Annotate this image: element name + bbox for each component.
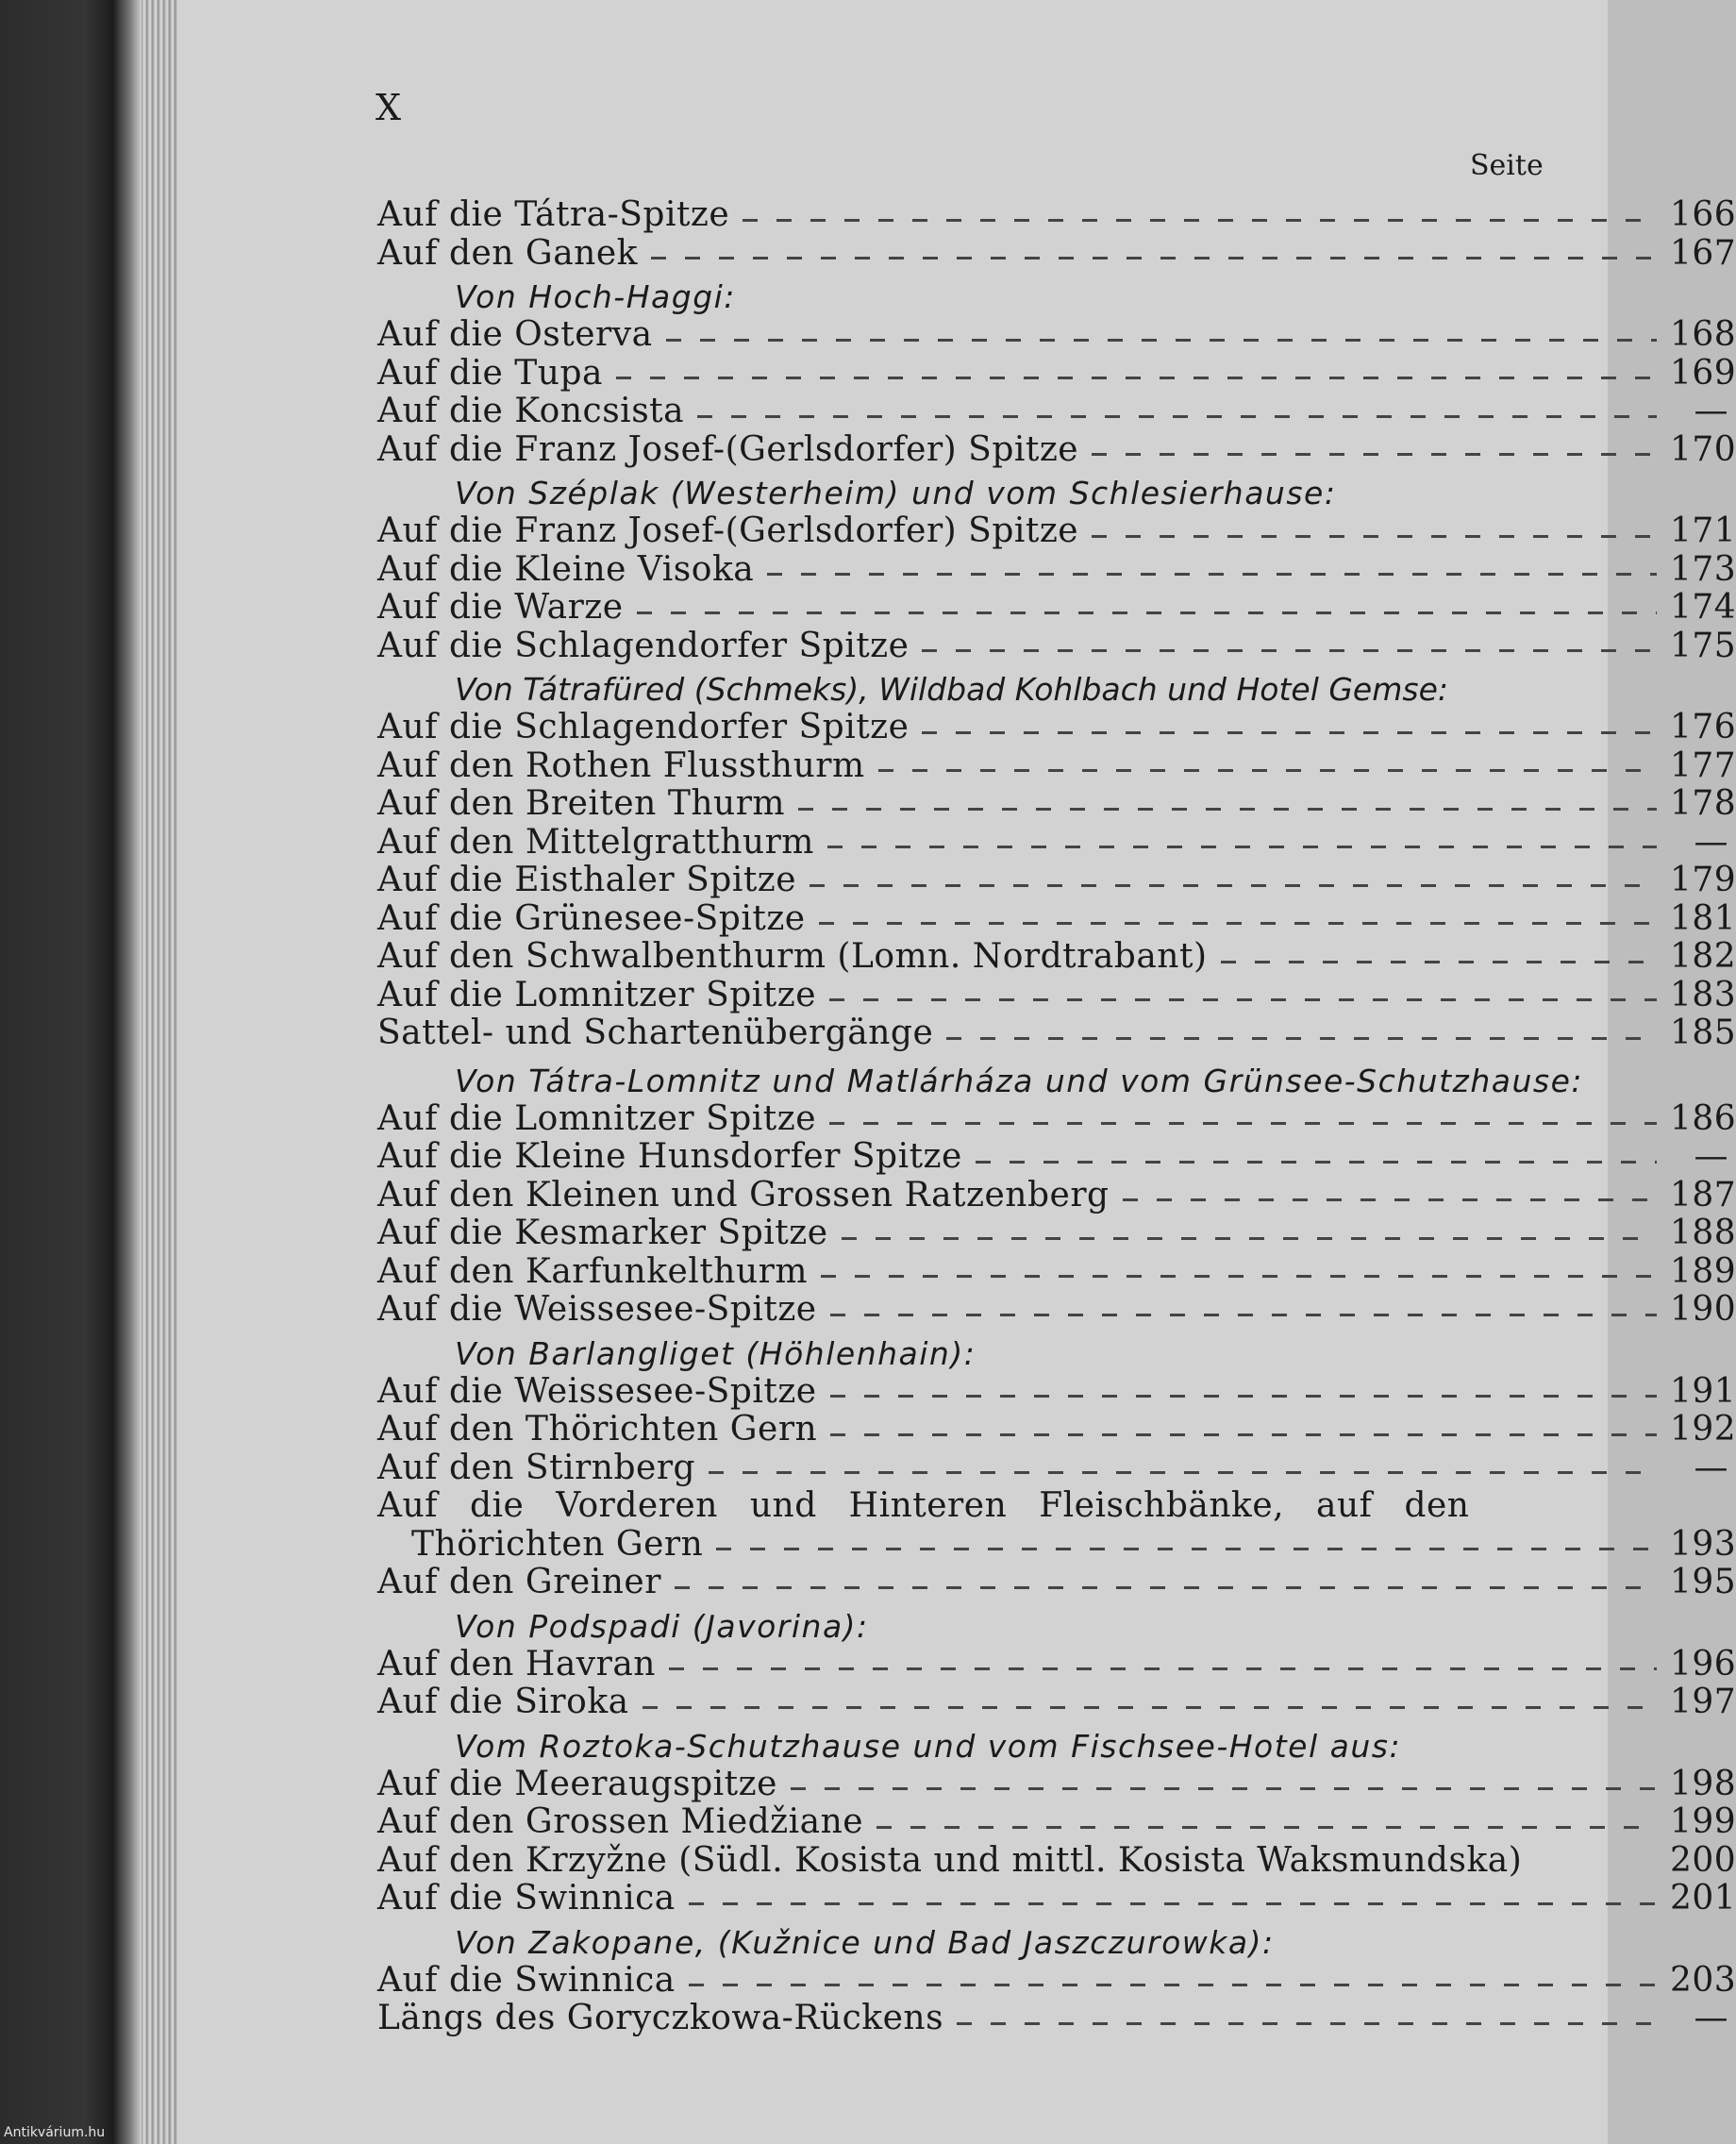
dot-leader: [957, 2022, 1657, 2025]
toc-entry: [377, 429, 1736, 470]
dot-leader: [827, 846, 1657, 848]
section-heading: Vom Roztoka-Schutzhause und vom Fischsee-Hotel aus:: [455, 1727, 1402, 1765]
toc-entry-title: Auf die Lomnitzer Spitze: [377, 975, 817, 1014]
toc-entry: [377, 1644, 1736, 1684]
toc-entry: [377, 708, 1736, 747]
toc-entry-title: Auf den Karfunkelthurm: [377, 1251, 809, 1291]
dot-leader: [767, 573, 1657, 576]
book-spine: [0, 0, 142, 2144]
dot-leader: [830, 1314, 1657, 1316]
toc-entry: [377, 315, 1736, 355]
toc-entry: [377, 1683, 1736, 1722]
toc-entry: [377, 1013, 1736, 1053]
toc-entry-title: Auf den Grossen Miedžiane: [377, 1802, 864, 1841]
dot-leader: [829, 1122, 1657, 1125]
toc-entry-title: Thörichten Gern: [411, 1524, 704, 1564]
toc-entry-page: 191: [1670, 1371, 1736, 1411]
toc-entry-page: 169: [1670, 353, 1736, 393]
dot-leader: [830, 1433, 1657, 1436]
dot-leader: [616, 377, 1657, 379]
toc-entry-page: 200: [1670, 1840, 1736, 1880]
toc-entry-page: 196: [1670, 1644, 1736, 1683]
toc-entry: [377, 511, 1736, 551]
toc-entry: [377, 1524, 1736, 1565]
toc-entry-title: Auf den Breiten Thurm: [377, 784, 786, 823]
toc-entry-page: 170: [1670, 429, 1736, 469]
section-heading: Von Barlangliget (Höhlenhain):: [455, 1334, 976, 1372]
toc-entry: [377, 393, 1728, 431]
toc-entry: [377, 1098, 1736, 1139]
toc-entry: [377, 1840, 1736, 1881]
toc-entry: [377, 1449, 1728, 1488]
toc-entry: [377, 1251, 1736, 1292]
page-column-label: Seite: [1470, 149, 1544, 182]
toc-entry-page: 193: [1670, 1524, 1736, 1564]
toc-entry-page: 186: [1670, 1098, 1736, 1138]
toc-entry: [377, 824, 1728, 863]
dot-leader: [810, 884, 1657, 887]
toc-entry-page: 188: [1670, 1214, 1736, 1252]
toc-entry-title: Auf die Schlagendorfer Spitze: [377, 626, 910, 665]
section-heading: Von Széplak (Westerheim) und vom Schlesierhause:: [455, 475, 1337, 511]
toc-entry-page: 175: [1670, 626, 1736, 665]
section-heading: Von Hoch-Haggi:: [455, 278, 736, 315]
toc-entry-title: Längs des Goryczkowa-Rückens: [377, 1999, 944, 2037]
dot-leader: [922, 731, 1657, 734]
toc-entry: [377, 861, 1736, 900]
toc-entry: [377, 549, 1736, 590]
toc-entry-title: Auf die Swinnica: [377, 1879, 676, 1918]
dot-leader: [798, 808, 1657, 811]
dot-leader: [946, 1037, 1657, 1040]
toc-entry: [377, 1802, 1736, 1842]
dot-leader: [689, 1984, 1657, 1986]
toc-entry-page: 199: [1670, 1802, 1736, 1841]
toc-entry-page: —: [1694, 1999, 1728, 2037]
toc-entry-page: —: [1694, 1137, 1728, 1176]
toc-entry-title: Auf die Franz Josef-(Gerlsdorfer) Spitze: [377, 511, 1079, 550]
toc-entry-page: 201: [1670, 1879, 1736, 1918]
section-heading: Von Tátrafüred (Schmeks), Wildbad Kohlbach und Hotel Gemse:: [455, 671, 1448, 708]
dot-leader: [842, 1237, 1657, 1240]
dot-leader: [666, 339, 1657, 342]
dot-leader: [819, 922, 1657, 925]
toc-entry-title: Auf die Lomnitzer Spitze: [377, 1098, 817, 1138]
dot-leader: [1221, 961, 1658, 963]
toc-entry-title: Auf die Grünesee-Spitze: [377, 898, 806, 938]
dot-leader: [651, 257, 1657, 260]
toc-entry-page: 182: [1670, 937, 1736, 976]
toc-entry-title: Auf die Eisthaler Spitze: [377, 861, 797, 899]
toc-entry-page: 167: [1670, 233, 1736, 273]
dot-leader: [697, 415, 1657, 418]
toc-entry-title: Auf den Krzyžne (Südl. Kosista und mittl. Kosista Waksmundska): [377, 1840, 1523, 1880]
toc-entry-page: 197: [1670, 1683, 1736, 1721]
toc-entry-title: Auf die Meeraugspitze: [377, 1764, 777, 1803]
toc-entry-page: 187: [1670, 1175, 1736, 1214]
toc-entry-title: Auf die Schlagendorfer Spitze: [377, 708, 910, 746]
toc-entry-page: 174: [1670, 588, 1736, 627]
page-edges: [142, 0, 179, 2144]
toc-entry-title: Auf die Siroka: [377, 1683, 629, 1721]
toc-entry-title: Auf die Weissesee-Spitze: [377, 1371, 817, 1411]
toc-entry-title: Auf die Swinnica: [377, 1960, 676, 2000]
dot-leader: [716, 1548, 1657, 1550]
toc-entry: [377, 2000, 1728, 2038]
toc-entry: [377, 233, 1736, 274]
toc-entry-page: 176: [1670, 708, 1736, 746]
section-heading: Von Zakopane, (Kužnice und Bad Jaszczurowka):: [455, 1923, 1275, 1961]
toc-entry-title: Auf den Rothen Flussthurm: [377, 745, 865, 785]
dot-leader: [669, 1667, 1657, 1670]
toc-entry-title: Auf den Kleinen und Grossen Ratzenberg: [377, 1175, 1110, 1214]
toc-entry: [377, 745, 1736, 786]
toc-entry: [377, 1960, 1736, 2001]
toc-entry-page: 178: [1670, 784, 1736, 823]
toc-entry-title: Auf den Mittelgratthurm: [377, 822, 814, 862]
toc-entry: [377, 1487, 1728, 1526]
toc-entry-title: Auf die Franz Josef-(Gerlsdorfer) Spitze: [377, 429, 1079, 469]
dot-leader: [743, 219, 1657, 222]
toc-entry-title: Auf den Schwalbenthurm (Lomn. Nordtrabant): [377, 937, 1208, 976]
toc-entry-title: Auf die Warze: [377, 588, 624, 627]
toc-entry: [377, 898, 1736, 939]
toc-entry-title: Auf die Kleine Hunsdorfer Spitze: [377, 1137, 962, 1176]
dot-leader: [878, 769, 1657, 772]
toc-entry-page: 190: [1670, 1290, 1736, 1329]
toc-entry: [377, 1410, 1736, 1449]
toc-entry-title: Auf den Thörichten Gern: [377, 1410, 818, 1449]
dot-leader: [637, 611, 1657, 614]
toc-entry: [377, 784, 1736, 824]
toc-entry-page: 195: [1670, 1563, 1736, 1601]
section-heading: Von Podspadi (Javorina):: [455, 1607, 869, 1645]
toc-entry-page: —: [1694, 392, 1728, 430]
toc-entry-page: 177: [1670, 745, 1736, 785]
toc-entry-page: 198: [1670, 1764, 1736, 1803]
dot-leader: [675, 1586, 1657, 1589]
toc-entry-page: 168: [1670, 315, 1736, 354]
toc-entry: [377, 975, 1736, 1015]
dot-leader: [922, 649, 1657, 652]
toc-entry: [377, 626, 1736, 666]
toc-entry-title: Auf die Tátra-Spitze: [377, 195, 730, 234]
toc-entry: [377, 1175, 1736, 1215]
toc-entry-page: 166: [1670, 195, 1736, 234]
dot-leader: [830, 1395, 1657, 1398]
toc-entry-page: 192: [1670, 1410, 1736, 1449]
dot-leader: [1092, 535, 1657, 538]
dot-leader: [821, 1275, 1657, 1278]
dot-leader: [876, 1826, 1657, 1829]
toc-entry-page: —: [1694, 1448, 1728, 1487]
toc-entry: [377, 353, 1736, 394]
table-of-contents: [377, 195, 1736, 2038]
toc-entry-title: Auf den Havran: [377, 1644, 656, 1683]
book-page: [179, 0, 1736, 2144]
dot-leader: [976, 1161, 1657, 1164]
toc-entry: [377, 1138, 1728, 1177]
dot-leader: [1123, 1198, 1657, 1201]
toc-entry-page: 181: [1670, 898, 1736, 938]
toc-entry: [377, 195, 1736, 235]
toc-entry-title: Auf die Kesmarker Spitze: [377, 1214, 828, 1252]
toc-entry-page: 179: [1670, 861, 1736, 899]
toc-entry: [377, 588, 1736, 628]
toc-entry: [377, 1764, 1736, 1804]
page-number: X: [376, 87, 402, 128]
toc-entry-page: —: [1694, 822, 1728, 862]
toc-entry-title: Auf die Vorderen und Hinteren Fleischbänke, auf den: [377, 1486, 1470, 1525]
toc-entry-page: 189: [1670, 1251, 1736, 1291]
toc-entry: [377, 1563, 1736, 1602]
toc-entry-title: Auf den Greiner: [377, 1563, 661, 1601]
toc-entry-title: Auf den Ganek: [377, 233, 638, 273]
toc-entry: [377, 937, 1736, 977]
dot-leader: [791, 1787, 1657, 1790]
toc-entry-title: Auf den Stirnberg: [377, 1448, 696, 1487]
watermark: Antikvárium.hu: [4, 2125, 106, 2140]
dot-leader: [643, 1706, 1657, 1709]
section-heading: Von Tátra-Lomnitz und Matlárháza und vom Grünsee-Schutzhause:: [455, 1062, 1584, 1099]
toc-entry-page: 183: [1670, 975, 1736, 1014]
toc-entry: [377, 1879, 1736, 1918]
toc-entry-title: Auf die Weissesee-Spitze: [377, 1290, 817, 1329]
toc-entry: [377, 1290, 1736, 1330]
toc-entry: [377, 1214, 1736, 1253]
toc-entry-page: 173: [1670, 549, 1736, 589]
toc-entry-title: Auf die Kleine Visoka: [377, 549, 755, 589]
toc-entry-title: Auf die Osterva: [377, 315, 653, 354]
toc-entry-title: Sattel- und Schartenübergänge: [377, 1013, 934, 1052]
toc-entry-page: 185: [1670, 1013, 1736, 1052]
dot-leader: [1092, 453, 1657, 456]
dot-leader: [689, 1902, 1657, 1905]
toc-entry-page: 203: [1670, 1960, 1736, 2000]
toc-entry-page: 171: [1670, 511, 1736, 550]
dot-leader: [829, 998, 1657, 1001]
toc-entry-title: Auf die Koncsista: [377, 392, 685, 430]
dot-leader: [709, 1471, 1657, 1474]
toc-entry: [377, 1371, 1736, 1412]
toc-entry-title: Auf die Tupa: [377, 353, 603, 393]
